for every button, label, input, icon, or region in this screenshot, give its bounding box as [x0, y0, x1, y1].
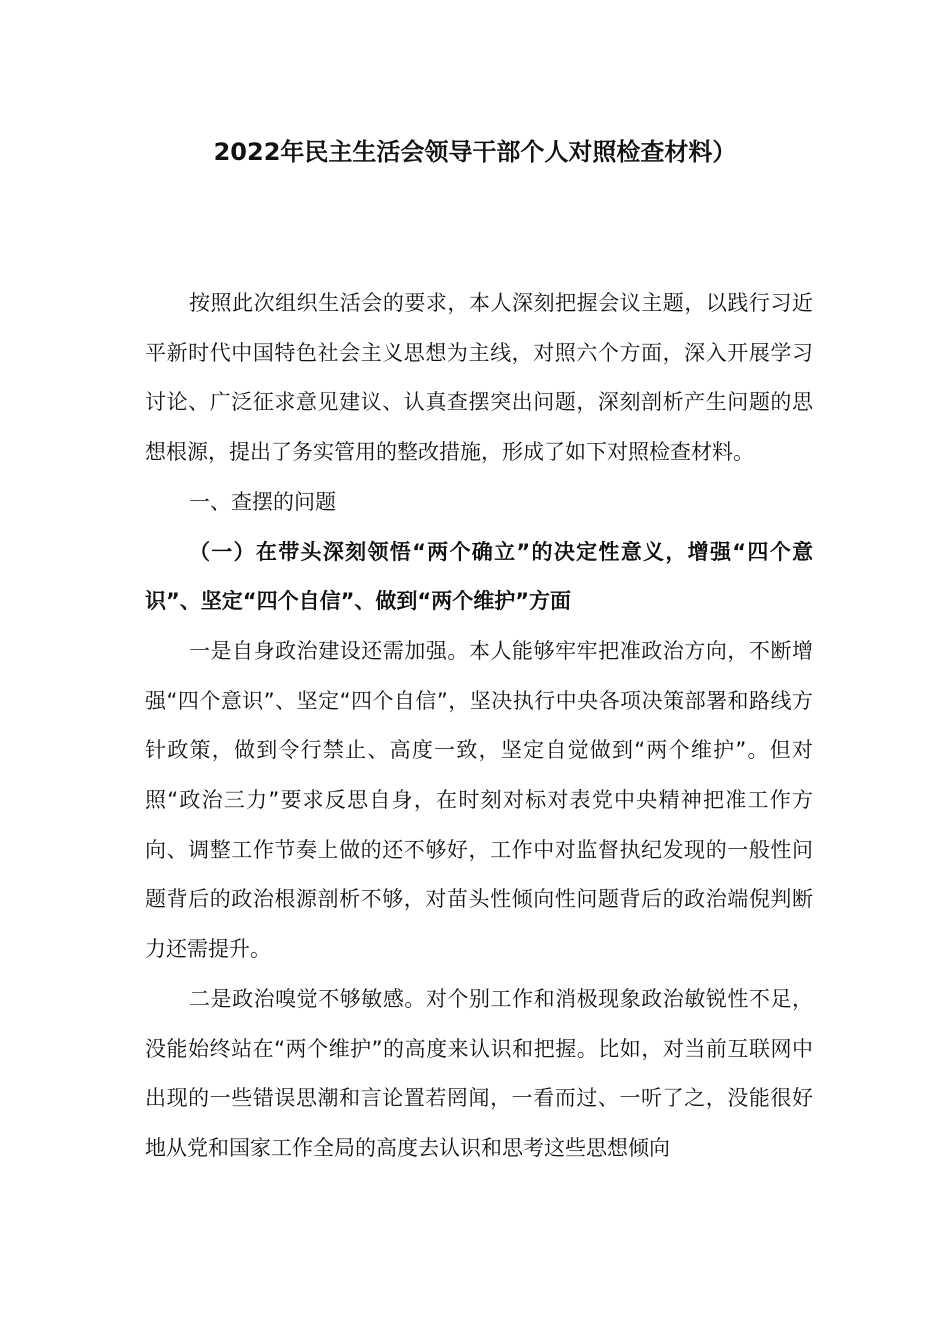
- point-one-paragraph: 一是自身政治建设还需加强。本人能够牢牢把准政治方向，不断增强“四个意识”、坚定“四个自信”，坚决执行中央各项决策部署和路线方针政策，做到令行禁止、高度一致，坚定自觉做到“两个维护”。但对照“政治三力”要求反思自身，在时刻对标对表党中央精神把准工作方向、调整工作节奏上做的还不够好，工作中对监督执纪发现的一般性问题背后的政治根源剖析不够，对苗头性倾向性问题背后的政治端倪判断力还需提升。: [145, 638, 813, 962]
- subsection-heading: （一）在带头深刻领悟“两个确立”的决定性意义，增强“四个意识”、坚定“四个自信”、做到“两个维护”方面: [145, 539, 813, 614]
- document-body: [145, 279, 813, 1174]
- section-heading: 一、查摆的问题: [189, 489, 336, 514]
- document-title: 2022年民主生活会领导干部个人对照检查材料）: [213, 138, 737, 166]
- intro-paragraph: 按照此次组织生活会的要求，本人深刻把握会议主题，以践行习近平新时代中国特色社会主义思想为主线，对照六个方面，深入开展学习讨论、广泛征求意见建议、认真查摆突出问题，深刻剖析产生问题的思想根源，提出了务实管用的整改措施，形成了如下对照检查材料。: [145, 291, 813, 465]
- point-two-paragraph: 二是政治嗅觉不够敏感。对个别工作和消极现象政治敏锐性不足，没能始终站在“两个维护”的高度来认识和把握。比如，对当前互联网中出现的一些错误思潮和言论置若罔闻，一看而过、一听了之，没能很好地从党和国家工作全局的高度去认识和思考这些思想倾向: [145, 986, 813, 1160]
